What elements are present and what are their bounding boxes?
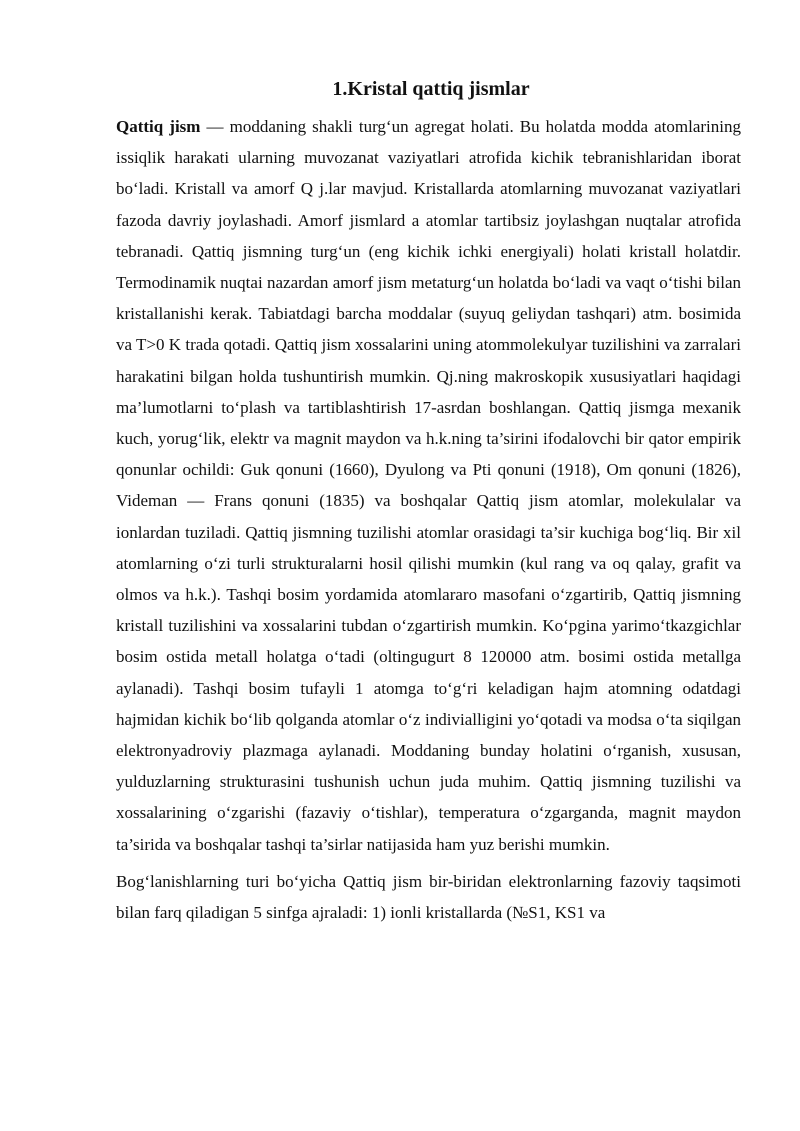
document-body (116, 74, 741, 928)
page-title: 1.Kristal qattiq jismlar (332, 78, 530, 100)
paragraph-2-text: Bog‘lanishlarning turi bo‘yicha Qattiq jism bir-biridan elektronlarning fazoviy taqsimoti bilan farq qiladigan 5 sinfga ajraladi: 1) ionli kristallarda (№S1, KS1 va (116, 871, 741, 923)
paragraph-2 (116, 866, 741, 928)
paragraph-1-text: — moddaning shakli turg‘un agregat holati. Bu holatda modda atomlarining issiqlik harakati ularning muvozanat vaziyatlari atrofida kichik tebranishlaridan iborat bo‘ladi. Kristall va amorf Q j.lar mavjud. Kristallarda atomlarning muvozanat vaziyatlari fazoda davriy joylashadi. Amorf jismlard a atomlar tartibsiz joylashgan nuqtalar atrofida tebranadi. Qattiq jismning turg‘un (eng kichik ichki energiyali) holati kristall holatdir. Termodinamik nuqtai nazardan amorf jism metaturg‘un holatda bo‘ladi va vaqt o‘tishi bilan kristallanishi kerak. Tabiatdagi barcha moddalar (suyuq geliydan tashqari) atm. bosimida va T>0 K trada qotadi. Qattiq jism xossalarini uning atommolekulyar tuzilishini va zarralari harakatini bilgan holda tushuntirish mumkin. Qj.ning makroskopik xususiyatlari haqidagi ma’lumotlarni to‘plash va tartiblashtirish 17-asrdan boshlangan. Qattiq jismga mexanik kuch, yorug‘lik, elektr va magnit maydon va h.k.ning ta’sirini ifodalovchi bir qator empirik qonunlar ochildi: Guk qonuni (1660), Dyulong va Pti qonuni (1918), Om qonuni (1826), Videman — Frans qonuni (1835) va boshqalar Qattiq jism atomlar, molekulalar va ionlardan tuziladi. Qattiq jismning tuzilishi atomlar orasidagi ta’sir kuchiga bog‘liq. Bir xil atomlarning o‘zi turli strukturalarni hosil qilishi mumkin (kul rang va oq qalay, grafit va olmos va h.k.). Tashqi bosim yordamida atomlararo masofani o‘zgartirib, Qattiq jismning kristall tuzilishini va xossalarini tubdan o‘zgartirish mumkin. Ko‘pgina yarimo‘tkazgichlar bosim ostida metall holatga o‘tadi (oltingugurt 8 120000 atm. bosimi ostida metallga aylanadi). Tashqi bosim tufayli 1 atomga to‘g‘ri keladigan hajm atomning odatdagi hajmidan kichik bo‘lib qolganda atomlar o‘z indivialligini yo‘qotadi va modsa o‘ta siqilgan elektronyadroviy plazmaga aylanadi. Moddaning bunday holatini o‘rganish, xususan, yulduzlarning strukturasini tushunish uchun juda muhim. Qattiq jismning tuzilishi va xossalarining o‘zgarishi (fazaviy o‘tishlar), temperatura o‘zgarganda, magnit maydon ta’sirida va boshqalar tashqi ta’sirlar natijasida ham yuz berishi mumkin. (116, 117, 741, 854)
paragraph-1 (116, 111, 741, 860)
defined-term: Qattiq jism (116, 117, 201, 136)
